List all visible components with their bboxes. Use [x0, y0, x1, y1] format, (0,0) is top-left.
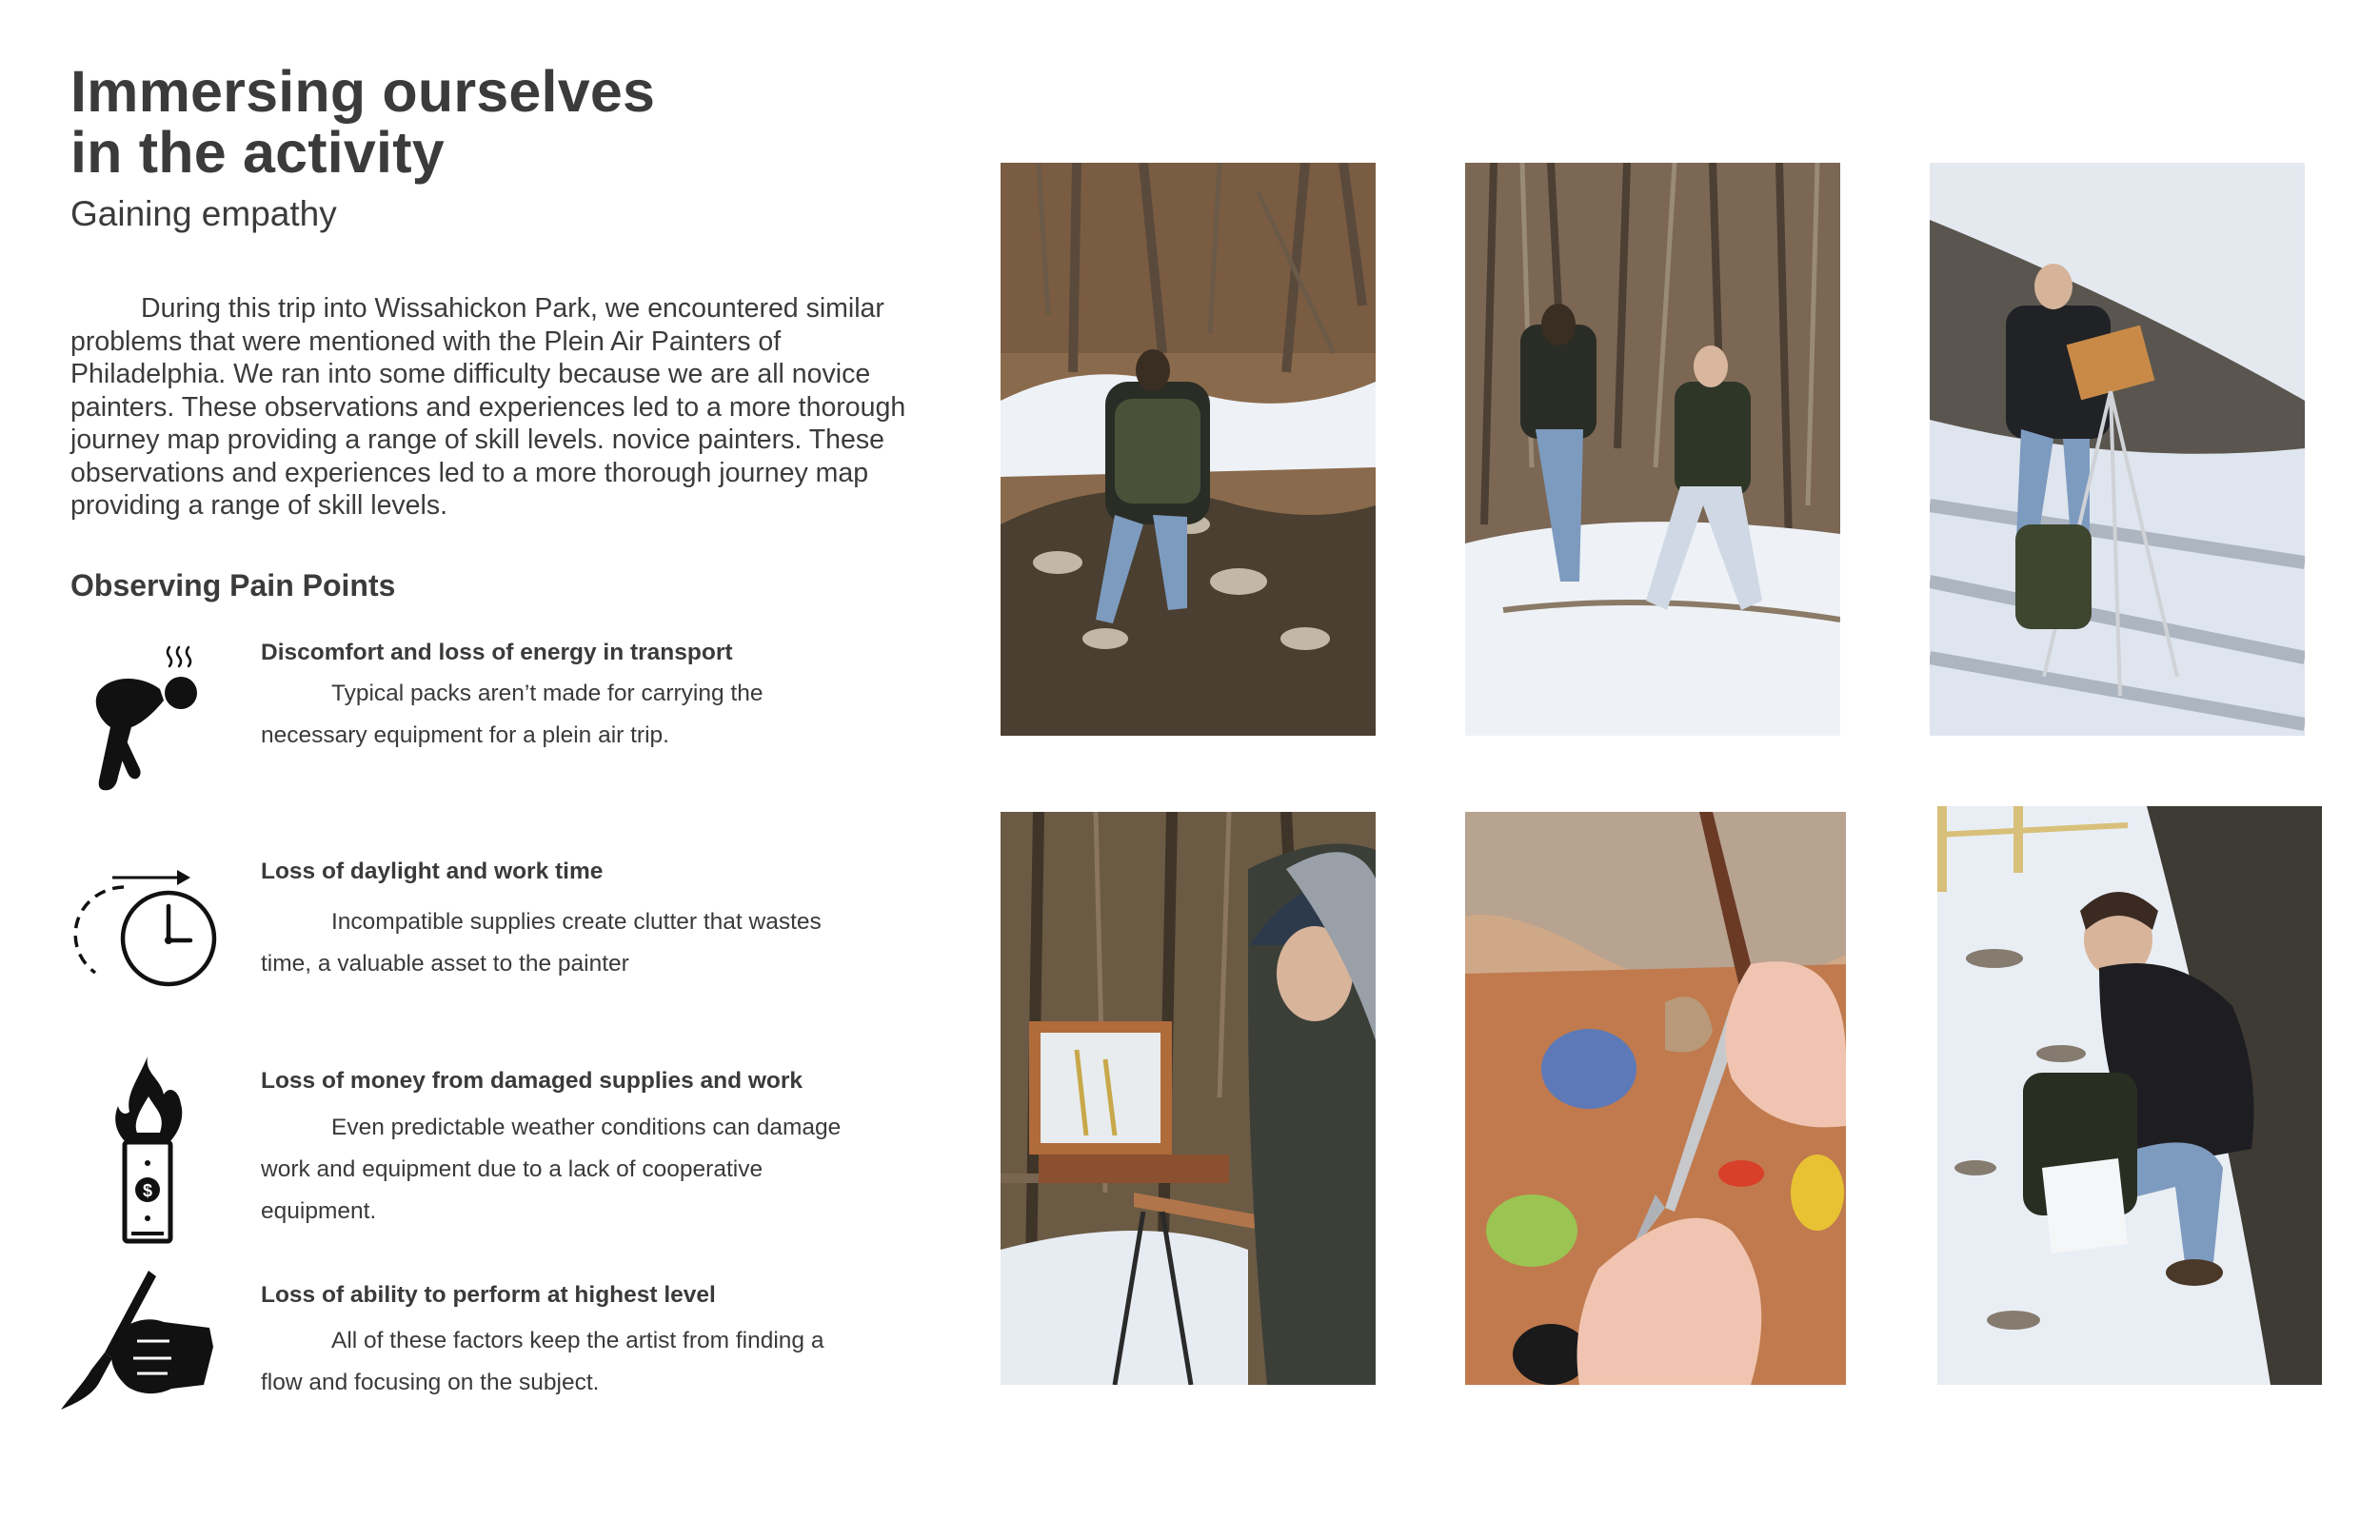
page-title: Immersing ourselves in the activity	[70, 59, 656, 185]
time-loss-clock-icon	[57, 847, 228, 1037]
pain-point-description: Even predictable weather conditions can damage work and equipment due to a lack of cooperative equipment.	[261, 1115, 842, 1224]
pain-point-title: Discomfort and loss of energy in transport	[261, 640, 733, 665]
photo-packing-bag-in-snow	[1937, 806, 2322, 1385]
hand-paintbrush-icon	[57, 1271, 228, 1461]
tired-person-icon	[57, 628, 228, 819]
pain-point-description: Typical packs aren’t made for carrying the necessary equipment for a plein air trip.	[261, 681, 764, 748]
photo-setting-up-easel	[1930, 163, 2305, 736]
pain-point-money	[57, 1056, 914, 1247]
pain-points-title: Observing Pain Points	[70, 568, 396, 602]
pain-point-title: Loss of money from damaged supplies and work	[261, 1068, 803, 1094]
photo-hiker-crossing-stream	[1001, 163, 1376, 736]
pain-point-transport	[57, 628, 914, 819]
pain-point-ability	[57, 1271, 914, 1461]
page-subtitle: Gaining empathy	[70, 194, 337, 233]
photo-painting-at-easel	[1001, 812, 1376, 1385]
pain-point-description: Incompatible supplies create clutter that wastes time, a valuable asset to the painter	[261, 909, 822, 977]
burning-money-icon	[57, 1056, 228, 1247]
intro-paragraph: During this trip into Wissahickon Park, we encountered similar problems that were mentioned with the Plein Air Painters of Philadelphia. We ran into some difficulty because we are all novice painters. These observations and experiences led to a more thorough journey map providing a range of skill levels. novice painters. These observations and experiences led to a more thorough journey map providing a range of skill levels.	[70, 293, 906, 521]
photo-framing-the-view	[1465, 163, 1840, 736]
pain-point-daylight	[57, 847, 914, 1037]
photo-palette-knife	[1465, 812, 1846, 1385]
pain-point-title: Loss of ability to perform at highest level	[261, 1282, 716, 1308]
pain-point-description: All of these factors keep the artist from finding a flow and focusing on the subject.	[261, 1328, 824, 1395]
pain-point-title: Loss of daylight and work time	[261, 859, 604, 884]
svg-text:$: $	[142, 1181, 153, 1200]
